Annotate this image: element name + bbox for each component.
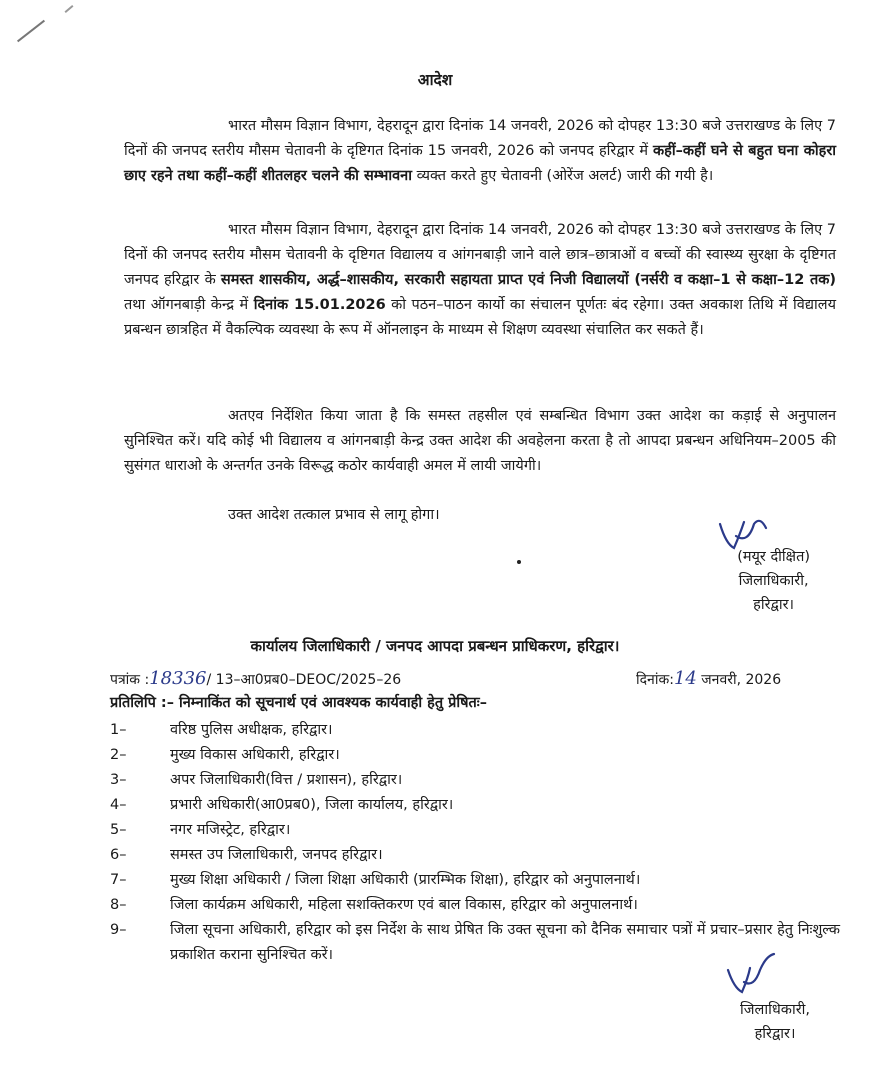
date-label: दिनांक: [636, 672, 674, 688]
copy-recipient-number: 3– [110, 772, 127, 788]
scan-mark [65, 5, 74, 13]
signatory-name: (मयूर दीक्षित) [737, 549, 810, 565]
copy-recipient-item [110, 793, 840, 818]
order-paragraph-3: अतएव निर्देशित किया जाता है कि समस्त तहसील एवं सम्बन्धित विभाग उक्त आदेश का कड़ाई से अनुपालन सुनिश्चित करें। यदि कोई भी विद्यालय व आंगनबाड़ी केन्द्र उक्त आदेश की अवहेलना करता है तो आपदा प्रबन्धन अधिनियम–2005 की सुसंगत धाराओ के अन्तर्गत उनके विरूद्ध कठोर कार्यवाही अमल में लायी जायेगी। [124, 408, 836, 474]
copy-recipient-text: जिला कार्यक्रम अधिकारी, महिला सशक्तिकरण एवं बाल विकास, हरिद्वार को अनुपालनार्थ। [170, 897, 638, 913]
handwritten-signature [724, 952, 780, 1000]
copy-recipient-text: अपर जिलाधिकारी(वित्त / प्रशासन), हरिद्वार। [170, 772, 403, 788]
order-title: आदेश [417, 71, 453, 89]
para2-text-end: को पठन–पाठन कार्यो का संचालन पूर्णतः बंद रहेगा। उक्त अवकाश तिथि में विद्यालय प्रबन्धन छात्रहित में वैकल्पिक व्यवस्था के रूप में ऑनलाइन के माध्यम से शिक्षण व्यवस्था संचालित कर सकते हैं। [124, 297, 837, 338]
copy-recipient-item [110, 718, 840, 743]
order-paragraph-2 [124, 218, 836, 343]
copy-recipient-text: वरिष्ठ पुलिस अधीक्षक, हरिद्वार। [170, 722, 333, 738]
date-handwritten-day: 14 [673, 668, 697, 689]
para1-text: भारत मौसम विज्ञान विभाग, देहरादून द्वारा दिनांक 14 जनवरी, 2026 को दोपहर 13:30 बजे उत्तराखण्ड के लिए 7 दिनों की जनपद स्तरीय मौसम चेतावनी के दृष्टिगत दिनांक 15 जनवरी, 2026 को जनपद हरिद्वार में [124, 118, 836, 159]
para2-text: भारत मौसम विज्ञान विभाग, देहरादून द्वारा दिनांक 14 जनवरी, 2026 को दोपहर 13:30 बजे उत्तराखण्ड के लिए 7 दिनों की जनपद स्तरीय मौसम चेतावनी के दृष्टिगत विद्यालय व आंगनबाड़ी जाने वाले छात्र–छात्राओं व बच्चों की स्वास्थ्य सुरक्षा के दृष्टिगत जनपद हरिद्वार के [124, 222, 836, 288]
signature-block [737, 545, 810, 617]
copy-recipient-text: समस्त उप जिलाधिकारी, जनपद हरिद्वार। [170, 847, 383, 863]
copy-recipient-text: मुख्य विकास अधिकारी, हरिद्वार। [170, 747, 340, 763]
copy-signature-block [740, 998, 810, 1046]
reference-number [110, 668, 401, 689]
copy-signatory-designation: जिलाधिकारी, [740, 1002, 810, 1018]
copy-recipient-number: 5– [110, 822, 127, 838]
copy-signatory-place: हरिद्वार। [754, 1026, 796, 1042]
copy-recipient-item [110, 768, 840, 793]
order-paragraph-4: उक्त आदेश तत्काल प्रभाव से लागू होगा। [228, 507, 440, 523]
copy-recipient-item [110, 868, 840, 893]
signatory-place: हरिद्वार। [753, 597, 795, 613]
copy-recipient-item [110, 843, 840, 868]
signatory-designation: जिलाधिकारी, [738, 573, 809, 589]
copy-recipient-number: 7– [110, 872, 127, 888]
copy-recipient-list [110, 718, 840, 968]
para2-emphasis-schools: समस्त शासकीय, अर्द्ध–शासकीय, सरकारी सहायता प्राप्त एवं निजी विद्यालयों (नर्सरी व कक्षा–1 से कक्षा–12 तक) [220, 272, 836, 288]
copy-recipient-number: 9– [110, 922, 127, 938]
para2-text-mid: तथा ऑगनबाड़ी केन्द्र में [124, 297, 254, 313]
copy-recipient-number: 8– [110, 897, 127, 913]
copy-recipient-number: 4– [110, 797, 127, 813]
copy-recipient-item [110, 818, 840, 843]
copy-recipient-text: नगर मजिस्ट्रेट, हरिद्वार। [170, 822, 291, 838]
copy-recipient-number: 6– [110, 847, 127, 863]
scan-mark [17, 20, 45, 43]
para1-text-end: व्यक्त करते हुए चेतावनी (ओरेंज अलर्ट) जारी की गयी है। [411, 168, 714, 184]
copy-recipient-text: मुख्य शिक्षा अधिकारी / जिला शिक्षा अधिकारी (प्रारम्भिक शिक्षा), हरिद्वार को अनुपालनार्थ। [170, 872, 641, 888]
copy-recipient-item [110, 893, 840, 918]
copy-recipient-number: 1– [110, 722, 127, 738]
order-paragraph-1 [124, 114, 836, 189]
copy-recipient-number: 2– [110, 747, 127, 763]
reference-suffix: / 13–आ0प्रब0–DEOC/2025–26 [206, 672, 402, 688]
copy-recipient-text: जिला सूचना अधिकारी, हरिद्वार को इस निर्देश के साथ प्रेषित कि उक्त सूचना को दैनिक समाचार पत्रों में प्रचार–प्रसार हेतु निःशुल्क प्रकाशित कराना सुनिश्चित करें। [170, 922, 840, 963]
office-heading: कार्यालय जिलाधिकारी / जनपद आपदा प्रबन्धन प्राधिकरण, हरिद्वार। [250, 637, 620, 655]
copy-recipient-item [110, 743, 840, 768]
letter-date [636, 668, 781, 689]
reference-handwritten-number: 18336 [149, 668, 207, 689]
date-month-year: जनवरी, 2026 [696, 672, 782, 688]
para2-emphasis-date: दिनांक 15.01.2026 [253, 297, 386, 313]
reference-label: पत्रांक : [110, 672, 150, 688]
stray-dot [517, 560, 521, 564]
para1-emphasis: कहीं–कहीं घने से बहुत घना कोहरा छाए रहने तथा कहीं–कहीं शीतलहर चलने की सम्भावना [124, 143, 836, 184]
copy-heading: प्रतिलिपि :– निम्नाकिंत को सूचनार्थ एवं आवश्यक कार्यवाही हेतु प्रेषितः– [110, 695, 487, 711]
copy-recipient-text: प्रभारी अधिकारी(आ0प्रब0), जिला कार्यालय, हरिद्वार। [170, 797, 454, 813]
